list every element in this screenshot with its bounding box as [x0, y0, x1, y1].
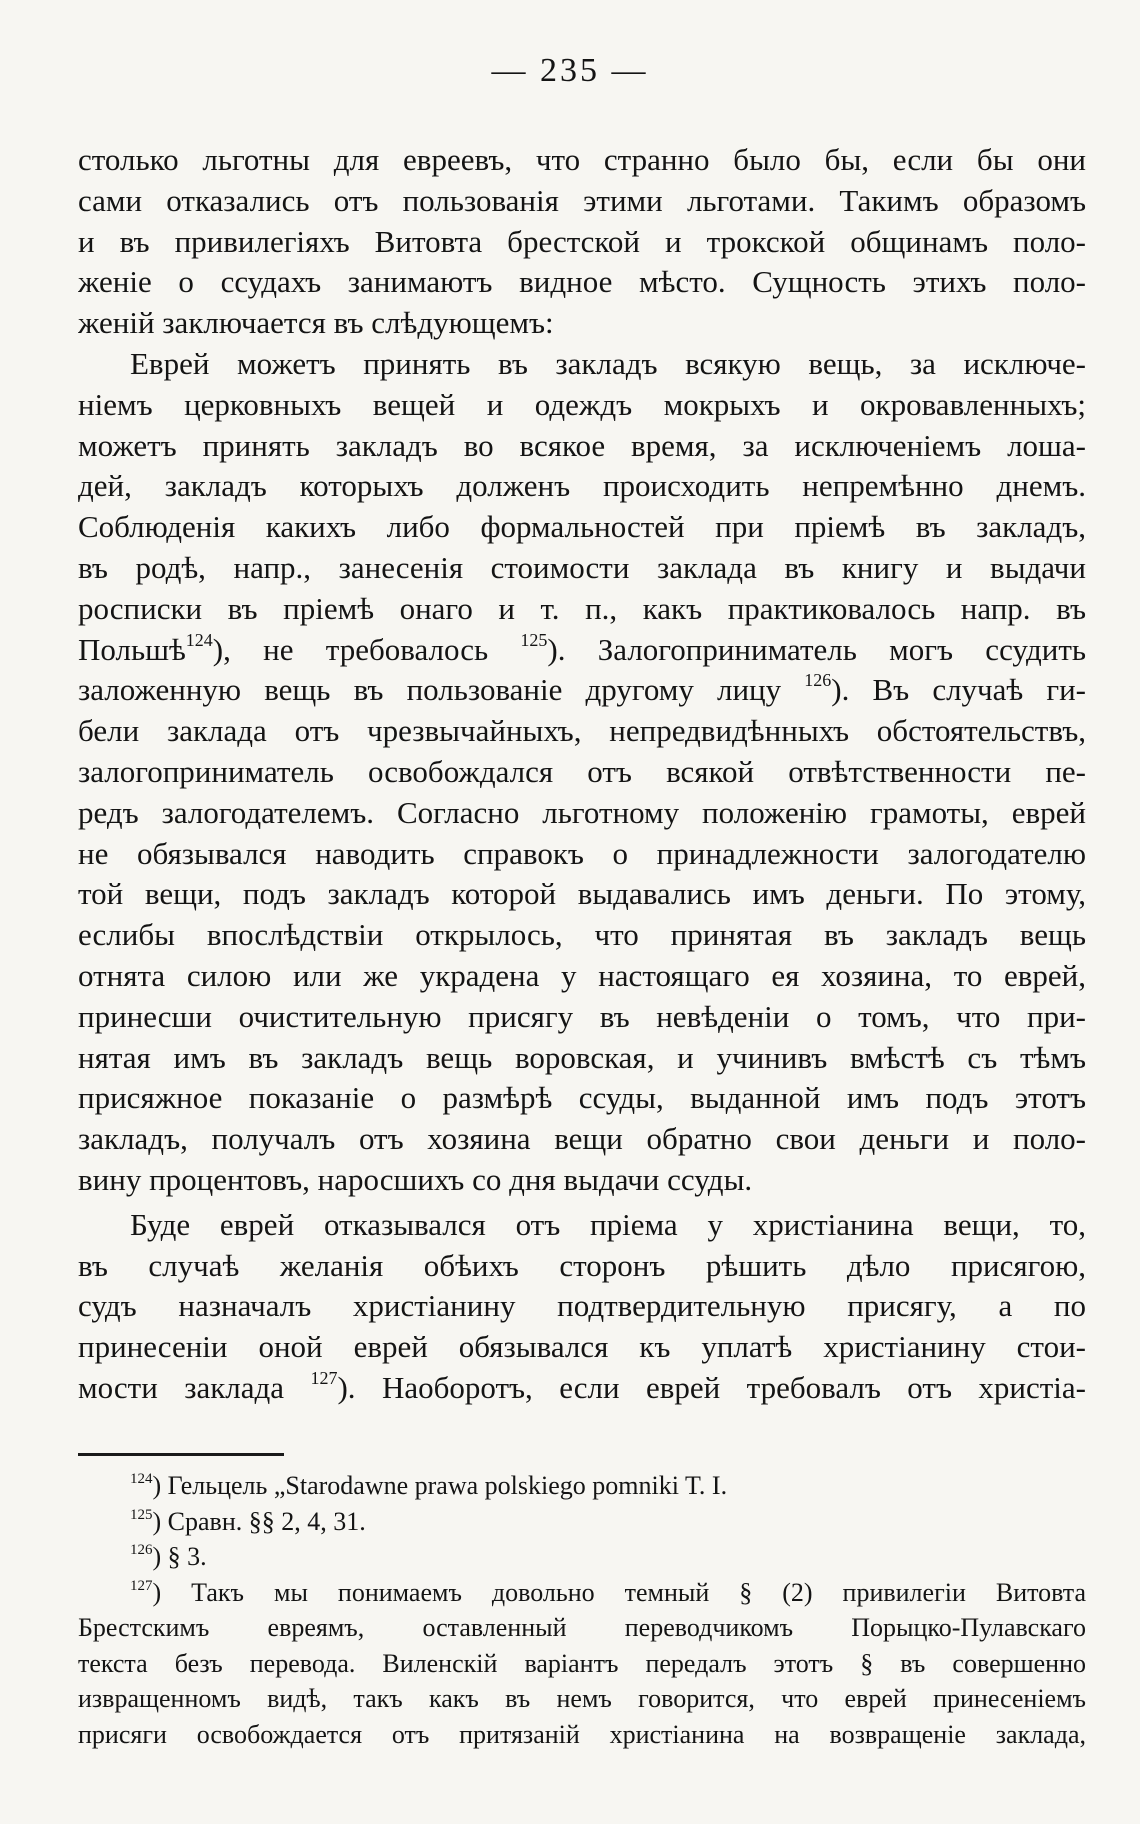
- text-line-with-footnote-ref: [78, 1368, 1086, 1409]
- text-line: отнята силою или же украдена у настоящаго ея хозяина, то еврей,: [78, 957, 1086, 993]
- footnote-125: [78, 1504, 1086, 1540]
- text-segment: ). Въ случаѣ ги-: [831, 672, 1086, 708]
- text-line: редъ залогодателемъ. Согласно льготному положенію грамоты, еврей: [78, 794, 1086, 830]
- text-segment: мости заклада: [78, 1369, 311, 1405]
- text-line: нятая имъ въ закладъ вещь воровская, и учинивъ вмѣстѣ съ тѣмъ: [78, 1039, 1086, 1075]
- text-line: присяжное показаніе о размѣрѣ ссуды, выданной имъ подъ этотъ: [78, 1080, 1086, 1116]
- text-line: дей, закладъ которыхъ долженъ происходить непремѣнно днемъ.: [78, 468, 1086, 504]
- footnote-text: ) Гельцель „Starodawne prawa polskiego pomniki T. I.: [152, 1471, 728, 1500]
- text-segment: ). Залогоприниматель могъ ссудить: [547, 631, 1086, 667]
- footnote-127-continued: текста безъ перевода. Виленскій варіантъ передалъ этотъ § въ совершенно: [78, 1648, 1086, 1678]
- text-line: женіе о ссудахъ занимаютъ видное мѣсто. Сущность этихъ поло-: [78, 264, 1086, 300]
- text-line: сами отказались отъ пользованія этими льготами. Такимъ образомъ: [78, 182, 1086, 218]
- text-line: Буде еврей отказывался отъ пріема у христіанина вещи, то,: [130, 1206, 1086, 1242]
- footnote-ref: 125: [520, 629, 548, 650]
- text-line: судъ назначалъ христіанину подтвердительную присягу, а по: [78, 1288, 1086, 1324]
- footnote-text: ) § 3.: [152, 1542, 207, 1571]
- page-number: — 235 —: [491, 52, 649, 89]
- text-segment: ). Наоборотъ, если еврей требовалъ отъ христіа-: [337, 1369, 1086, 1405]
- text-line: бели заклада отъ чрезвычайныхъ, непредвидѣнныхъ обстоятельствъ,: [78, 713, 1086, 749]
- footnote-number: 125: [130, 1506, 153, 1523]
- text-line: еслибы впослѣдствіи открылось, что принятая въ закладъ вещь: [78, 917, 1086, 953]
- footnote-127-continued: присяги освобождается отъ притязаній христіанина на возвращеніе заклада,: [78, 1719, 1086, 1749]
- text-line: не обязывался наводить справокъ о принадлежности залогодателю: [78, 835, 1086, 871]
- footnote-text: ) Сравн. §§ 2, 4, 31.: [152, 1506, 366, 1536]
- text-line: можетъ принять закладъ во всякое время, за исключеніемъ лоша-: [78, 427, 1086, 463]
- text-line: принесеніи оной еврей обязывался къ уплатѣ христіанину стои-: [78, 1329, 1086, 1365]
- text-line: столько льготны для евреевъ, что странно было бы, если бы они: [78, 142, 1086, 177]
- text-line: росписки въ пріемѣ онаго и т. п., какъ практиковалось напр. въ: [78, 590, 1086, 626]
- text-line: закладъ, получалъ отъ хозяина вещи обратно свои деньги и поло-: [78, 1121, 1086, 1157]
- footnote-separator: [78, 1453, 284, 1456]
- footnote-ref: 124: [185, 629, 213, 650]
- text-line: женій заключается въ слѣдующемъ:: [78, 305, 554, 341]
- text-line: въ случаѣ желанія обѣихъ сторонъ рѣшить дѣло присягою,: [78, 1247, 1086, 1283]
- footnote-127-continued: Брестскимъ евреямъ, оставленный переводчикомъ Порыцко-Пулавскаго: [78, 1613, 1086, 1642]
- text-line-with-footnote-refs: [78, 630, 1086, 671]
- footnote-number: 124: [130, 1471, 153, 1487]
- footnote-ref: 127: [310, 1367, 338, 1388]
- text-line: въ родѣ, напр., занесенія стоимости заклада въ книгу и выдачи: [78, 549, 1086, 585]
- text-line: принесши очистительную присягу въ невѣденіи о томъ, что при-: [78, 998, 1086, 1034]
- text-line: Еврей можетъ принять въ закладъ всякую вещь, за исключе-: [130, 345, 1086, 381]
- footnote-number: 127: [130, 1577, 153, 1594]
- footnote-ref: 126: [804, 670, 832, 691]
- text-segment: Польшѣ: [78, 631, 186, 667]
- text-line-with-footnote-ref: [78, 670, 1086, 711]
- text-line: вину процентовъ, наросшихъ со дня выдачи ссуды.: [78, 1161, 753, 1197]
- text-segment: ), не требовалось: [212, 631, 521, 667]
- footnote-126: [78, 1539, 1086, 1575]
- footnote-124: [78, 1468, 1086, 1504]
- text-line: ніемъ церковныхъ вещей и одеждъ мокрыхъ и окровавленныхъ;: [78, 386, 1086, 422]
- text-line: залогоприниматель освобождался отъ всякой отвѣтственности пе-: [78, 753, 1086, 789]
- text-segment: заложенную вещь въ пользованіе другому лицу: [78, 672, 805, 708]
- footnote-text: ) Такъ мы понимаемъ довольно темный § (2) привилегіи Витовта: [152, 1577, 1086, 1607]
- text-line: и въ привилегіяхъ Витовта брестской и трокской общинамъ поло-: [78, 223, 1086, 259]
- footnote-127-continued: извращенномъ видѣ, такъ какъ въ немъ говорится, что еврей принесеніемъ: [78, 1684, 1086, 1713]
- footnote-number: 126: [130, 1542, 153, 1558]
- footnote-127: [78, 1575, 1086, 1611]
- body-text: [78, 140, 1086, 1409]
- text-line: Соблюденія какихъ либо формальностей при пріемѣ въ закладъ,: [78, 509, 1086, 545]
- text-line: той вещи, подъ закладъ которой выдавались имъ деньги. По этому,: [78, 876, 1086, 912]
- footnotes: [78, 1468, 1086, 1752]
